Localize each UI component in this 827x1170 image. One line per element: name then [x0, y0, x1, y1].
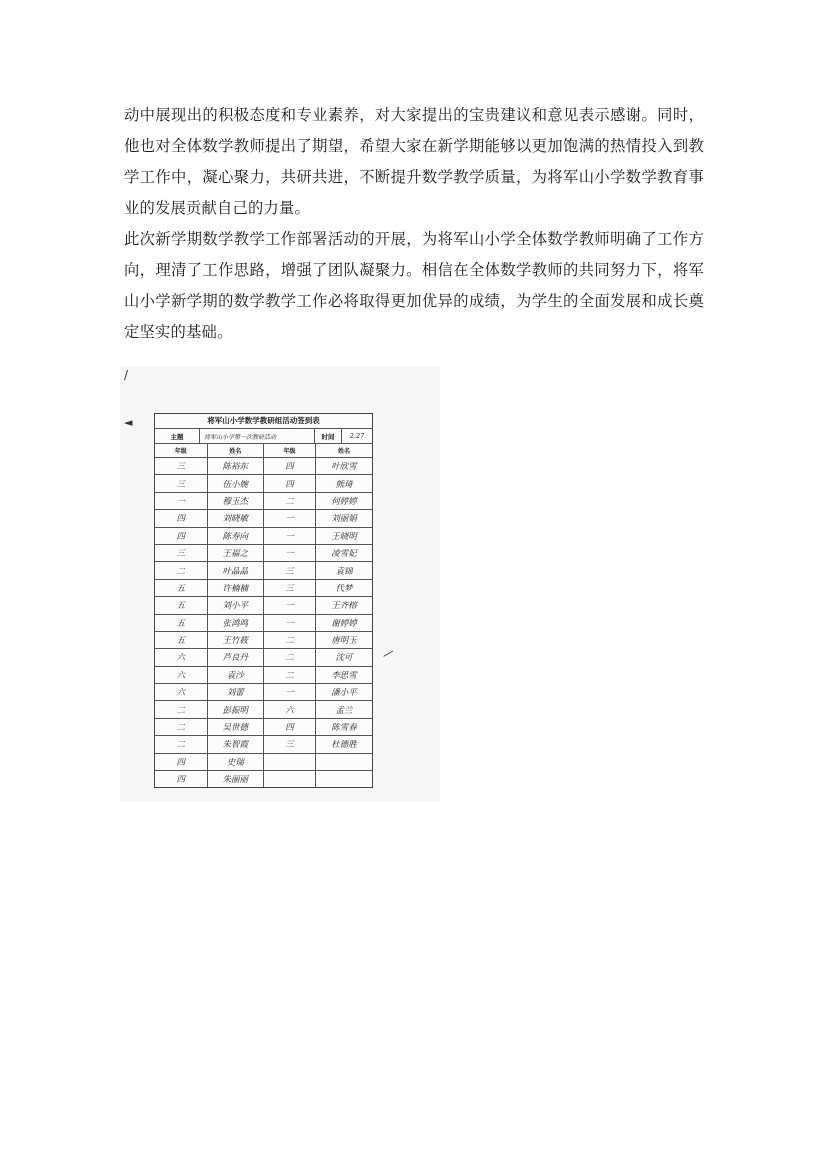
- grade-cell: 三: [263, 562, 315, 579]
- signature-cell: 穆玉杰: [207, 492, 263, 509]
- table-row: [155, 701, 372, 718]
- grade-cell: 一: [263, 614, 315, 631]
- scan-mark: /: [124, 368, 129, 382]
- grade-cell: 二: [263, 649, 315, 666]
- table-row: [155, 510, 372, 527]
- table-row: [155, 684, 372, 701]
- signature-cell: 朱智霞: [207, 736, 263, 753]
- grade-cell: 四: [155, 510, 207, 527]
- signature-cell: 陈雪春: [316, 718, 372, 735]
- grade-cell: 一: [155, 492, 207, 509]
- signature-cell: 王晓明: [316, 527, 372, 544]
- signature-cell: 唐明玉: [316, 631, 372, 648]
- subject-row: [155, 429, 372, 444]
- table-row: [155, 631, 372, 648]
- table-row: [155, 527, 372, 544]
- signature-cell: 伍小婉: [207, 475, 263, 492]
- table-row: [155, 614, 372, 631]
- signature-cell: 刘蕾: [207, 684, 263, 701]
- grade-cell: 四: [263, 475, 315, 492]
- grade-cell: [263, 753, 315, 770]
- scan-mark: ◄: [124, 416, 133, 429]
- signature-cell: [316, 753, 372, 770]
- grade-cell: 四: [263, 718, 315, 735]
- signature-cell: 凌雪妃: [316, 544, 372, 561]
- signature-cell: 刘晓敏: [207, 510, 263, 527]
- grade-cell: 二: [263, 631, 315, 648]
- name-header: 姓名: [316, 444, 372, 458]
- table-row: [155, 736, 372, 753]
- grade-cell: 四: [155, 771, 207, 788]
- signature-cell: 何婷婷: [316, 492, 372, 509]
- grade-cell: 三: [155, 458, 207, 475]
- time-value: 2.27: [349, 432, 365, 440]
- table-row: [155, 753, 372, 770]
- grade-cell: 五: [155, 614, 207, 631]
- grade-cell: 一: [263, 527, 315, 544]
- signature-cell: 芦良丹: [207, 649, 263, 666]
- table-row: [155, 666, 372, 683]
- signature-cell: 沈可: [316, 649, 372, 666]
- signature-cell: 李思雪: [316, 666, 372, 683]
- signature-cell: 潘小平: [316, 684, 372, 701]
- signature-cell: 张鸿鸣: [207, 614, 263, 631]
- sign-in-sheet: [154, 413, 373, 788]
- signature-cell: 熊琦: [316, 475, 372, 492]
- signature-cell: 孟兰: [316, 701, 372, 718]
- scan-mark: —: [379, 643, 397, 663]
- signature-cell: 彭振明: [207, 701, 263, 718]
- grade-cell: [263, 771, 315, 788]
- table-row: [155, 475, 372, 492]
- grade-cell: 三: [155, 475, 207, 492]
- grade-cell: 六: [263, 701, 315, 718]
- article-text: [124, 100, 704, 348]
- table-row: [155, 492, 372, 509]
- grade-cell: 三: [263, 736, 315, 753]
- table-row: [155, 458, 372, 475]
- table-row: [155, 579, 372, 596]
- signature-cell: 代梦: [316, 579, 372, 596]
- signature-cell: 朱丽丽: [207, 771, 263, 788]
- signature-cell: 叶欣雪: [316, 458, 372, 475]
- table-row: [155, 771, 372, 788]
- grade-header: 年级: [263, 444, 315, 458]
- signature-cell: 袁沙: [207, 666, 263, 683]
- table-row: [155, 718, 372, 735]
- signature-cell: 陈裕东: [207, 458, 263, 475]
- signature-cell: 刘丽娟: [316, 510, 372, 527]
- grade-cell: 二: [155, 562, 207, 579]
- sign-sheet-photo: [120, 366, 440, 802]
- grade-cell: 二: [263, 666, 315, 683]
- grade-cell: 六: [155, 684, 207, 701]
- grade-cell: 一: [263, 510, 315, 527]
- sheet-title: 将军山小学数学教研组活动签到表: [155, 414, 372, 429]
- grade-cell: 三: [155, 544, 207, 561]
- signature-cell: 史瑞: [207, 753, 263, 770]
- grade-cell: 六: [155, 666, 207, 683]
- grade-cell: 一: [263, 684, 315, 701]
- grade-cell: 四: [155, 527, 207, 544]
- table-row: [155, 544, 372, 561]
- table-row: [155, 562, 372, 579]
- signature-cell: 王福之: [207, 544, 263, 561]
- grade-cell: 四: [155, 753, 207, 770]
- subject-label: 主题: [155, 429, 200, 443]
- grade-cell: 二: [155, 736, 207, 753]
- signature-cell: 杜德胜: [316, 736, 372, 753]
- signature-cell: 刘小平: [207, 597, 263, 614]
- signature-cell: 叶晶晶: [207, 562, 263, 579]
- grade-cell: 三: [263, 579, 315, 596]
- grade-cell: 一: [263, 597, 315, 614]
- time-label: 时间: [315, 429, 342, 443]
- grade-cell: 二: [155, 701, 207, 718]
- grade-cell: 一: [263, 544, 315, 561]
- paragraph-2: 此次新学期数学教学工作部署活动的开展，为将军山小学全体数学教师明确了工作方向，理清了工作思路，增强了团队凝聚力。相信在全体数学教师的共同努力下，将军山小学新学期的数学教学工作必将取得更加优异的成绩，为学生的全面发展和成长奠定坚实的基础。: [124, 230, 704, 341]
- grade-cell: 四: [263, 458, 315, 475]
- signature-cell: [316, 771, 372, 788]
- name-header: 姓名: [207, 444, 263, 458]
- signature-cell: 许楠楠: [207, 579, 263, 596]
- grade-cell: 二: [263, 492, 315, 509]
- grade-cell: 二: [155, 718, 207, 735]
- signature-cell: 王齐榕: [316, 597, 372, 614]
- paragraph-1: 动中展现出的积极态度和专业素养，对大家提出的宝贵建议和意见表示感谢。同时，他也对全体数学教师提出了期望，希望大家在新学期能够以更加饱满的热情投入到教学工作中，凝心聚力，共研共进，不断提升数学教学质量，为将军山小学数学教育事业的发展贡献自己的力量。: [124, 106, 704, 217]
- table-row: [155, 597, 372, 614]
- grade-cell: 五: [155, 631, 207, 648]
- sign-table: [155, 444, 372, 787]
- signature-cell: 陈寿向: [207, 527, 263, 544]
- grade-header: 年级: [155, 444, 207, 458]
- grade-cell: 六: [155, 649, 207, 666]
- table-row: [155, 649, 372, 666]
- grade-cell: 五: [155, 597, 207, 614]
- signature-cell: 王竹筱: [207, 631, 263, 648]
- sign-rows: [155, 458, 372, 788]
- subject-value: 将军山小学第一次教研活动: [200, 429, 315, 443]
- grade-cell: 五: [155, 579, 207, 596]
- signature-cell: 袁锦: [316, 562, 372, 579]
- signature-cell: 谢婷婷: [316, 614, 372, 631]
- table-header-row: [155, 444, 372, 458]
- signature-cell: 吴世德: [207, 718, 263, 735]
